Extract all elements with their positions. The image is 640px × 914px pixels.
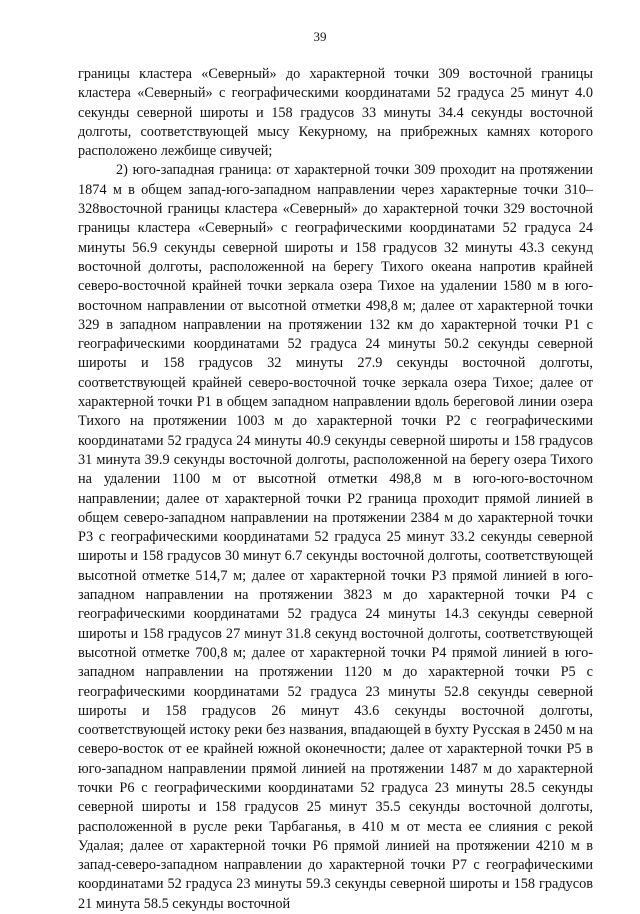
document-body <box>78 65 593 914</box>
page-number: 39 <box>313 29 327 44</box>
paragraph-continuation: границы кластера «Северный» до характерной точки 309 восточной границы кластера «Северный» с географическими координатами 52 градуса 25 минут 4.0 секунды северной широты и 158 градусов 33 минуты 34.4 секунды восточной долготы, соответствующей мысу Кекурному, на прибрежных камнях которого расположено лежбище сивучей; <box>78 66 593 160</box>
paragraph-southwest-boundary: 2) юго-западная граница: от характерной точки 309 проходит на протяжении 1874 м в общем запад-юго-западном направлении через характерные точки 310–328восточной границы кластера «Северный» до характерной точки 329 восточной границы кластера «Северный» с географическими координатами 52 градуса 24 минуты 56.9 секунды северной широты и 158 градусов 32 минуты 43.3 секунд восточной долготы, расположенной на берегу Тихого океана напротив крайней северо-восточной крайней точки зеркала озера Тихое на удалении 1580 м в юго-восточном направлении от высотной отметки 498,8 м; далее от характерной точки 329 в западном направлении на протяжении 132 км до характерной точки Р1 с географическими координатами 52 градуса 24 минуты 50.2 секунды северной широты и 158 градусов 32 минуты 27.9 секунды восточной долготы, соответствующей крайней северо-восточной точке зеркала озера Тихое; далее от характерной точки Р1 в общем западном направлении вдоль береговой линии озера Тихого на протяжении 1003 м до характерной точки Р2 с географическими координатами 52 градуса 24 минуты 40.9 секунды северной широты и 158 градусов 31 минута 39.9 секунды восточной долготы, расположенной на берегу озера Тихого на удалении 1100 м от высотной отметки 498,8 м в юго-юго-восточном направлении; далее от характерной точки Р2 граница проходит прямой линией в общем северо-западном направлении на протяжении 2384 м до характерной точки Р3 с географическими координатами 52 градуса 25 минут 33.2 секунды северной широты и 158 градусов 30 минут 6.7 секунды восточной долготы, соответствующей высотной отметке 514,7 м; далее от характерной точки Р3 прямой линией в юго-западном направлении на протяжении 3823 м до характерной точки Р4 с географическими координатами 52 градуса 24 минуты 14.3 секунды северной широты и 158 градусов 27 минут 31.8 секунд восточной долготы, соответствующей высотной отметке 700,8 м; далее от характерной точки Р4 прямой линией в юго-западном направлении на протяжении 1120 м до характерной точки Р5 с географическими координатами 52 градуса 23 минуты 52.8 секунды северной широты и 158 градусов 26 минут 43.6 секунды восточной долготы, соответствующей истоку реки без названия, впадающей в бухту Русская в 2450 м на северо-восток от ее крайней южной оконечности; далее от характерной точки Р5 в юго-западном направлении прямой линией на протяжении 1487 м до характерной точки Р6 с географическими координатами 52 градуса 23 минуты 28.5 секунды северной широты и 158 градусов 25 минут 35.5 секунды восточной долготы, расположенной в русле реки Тарбаганья, в 410 м от места ее слияния с рекой Удалая; далее от характерной точки Р6 прямой линией на протяжении 4210 м в запад-северо-западном направлении до характерной точки Р7 с географическими координатами 52 градуса 23 минуты 59.3 секунды северной широты и 158 градусов 21 минута 58.5 секунды восточной <box>78 162 593 912</box>
